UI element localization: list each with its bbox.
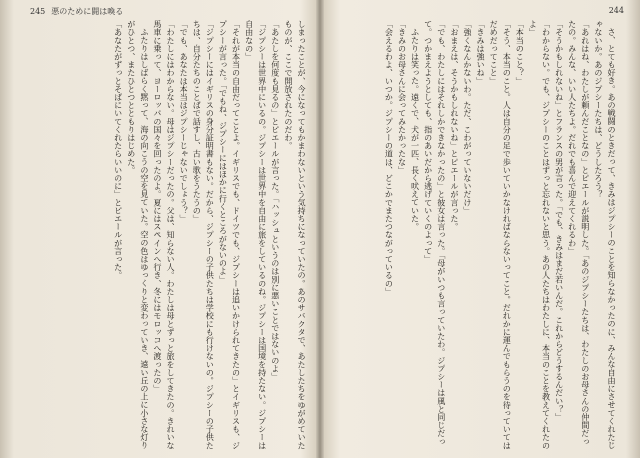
page-number: 244 — [608, 6, 624, 15]
paragraph: 「おまえは、そうかもしれないね」とピエールが言った。 — [449, 20, 460, 231]
paragraph: 「それが本当の自由だってことよ。イギリスでも、ドイツでも、ジプシーは追いかけられてきたの」とイギリスも、ジプシーが言った。「でもね、ジプシーにはほかに行くところがないのよ」 — [218, 20, 242, 450]
paragraph: しまったことが、今になってもかまわないという気持ちになっていたの。あのサバクタで、あたしたちをゆがめていたものが、ここで開放されたのだわ。 — [283, 20, 307, 450]
paragraph: ふたりはしばらく黙って、海の向こうの空を見ていた。空の色はゆっくりと変わっていき、遠い丘の上に小さな灯りがひとつ、またひとつとともりはじめた。 — [126, 20, 150, 450]
paragraph: 「きみのお母さんに会ってみたかったな」 — [397, 20, 408, 174]
paragraph: さ、とても好き。あの戦闘のときだって、きみはジプシーのことを知らなかったのに、みんな自由にさせてくれたじゃないか。あのジプシーたちは、どうしたろう？ — [593, 20, 617, 450]
paragraph: 「ジプシーは世界中にいるの。ジプシーは世界中を自由に旅をしているのね。ジプシーは国境を持たない。ジプシーは自由なの」 — [244, 20, 268, 450]
paragraph: 「でも、わたしにはそれしかできなかったの」と彼女は言った。「母がいつも言っていたわ。ジプシーは風と同じだって。つかまえようとしても、指のあいだから逃げていくのよって」 — [423, 20, 447, 446]
paragraph: 「あなたがずっとそばにいてくれたらいいのに」とピエールが言った。 — [113, 20, 124, 280]
paragraph: ふたりは笑った。遠くで、犬が一匹、長く吠えていた。 — [410, 28, 421, 231]
paragraph: 「会えるわよ、いつか。ジプシーの道は、どこかでまたつながっているの」 — [384, 20, 395, 296]
paragraph: 「そう、本当のこと。人は自分の足で歩いていかなければならないってこと。だれかに運んでもらうのを待っていてはだめだってこと」 — [489, 20, 513, 450]
paragraph: 「きみは強いね」 — [476, 20, 487, 85]
paragraph: 「わたしにはわからない。母はジプシーだったの。父は、知らない人。わたしは母とずっと旅をしてきたの。きれいな馬車に乗って、ヨーロッパの国々を回ったのよ。夏にはスペインへ行き、冬にはモロッコへ渡ったの」 — [152, 20, 177, 450]
paragraph: 「本当のこと？」 — [515, 20, 526, 85]
page-header — [30, 6, 123, 17]
paragraph: 「強くなんかないわ。ただ、こわがっていないだけ」 — [462, 20, 473, 215]
page-number: 245 — [30, 7, 46, 16]
body-text — [26, 20, 308, 452]
paragraph: 「でも、あなたは本当はジプシーじゃないでしょう？」 — [179, 20, 190, 223]
chapter-title: 悪のために闘は喚る — [51, 7, 124, 16]
right-page — [320, 0, 640, 458]
paragraph: 「わからない。でも、ジプシーのことはずっと忘れないと思う。あの人たちはわたしに、本当のことを教えてくれたのよ」 — [528, 20, 552, 450]
paragraph: 「あたしを何度も見るの」とピエールが言った。「ハッシュというのは別に悪いことではないのよ」 — [270, 20, 281, 381]
paragraph: 「ジプシーにはイギリスの身分証明書もない。だから、ジプシーの子供たちは学校にも行けないの。ジプシーの子供たちは、自分たちのことばで話すし、古い歌をうたうの」 — [192, 20, 216, 450]
paragraph: 「あれはね、わたしが頼んだことなの」とピエールが説明した。「あのジプシーたちは、わたしのお母さんの仲間だったの。みんな、いい人たちよ。だれでも喜んで迎えてくれるわ」 — [567, 20, 591, 446]
body-text — [336, 20, 618, 452]
page-header — [609, 6, 624, 15]
paragraph: 「そうかもしれないね」とフランスの男が言った。「でも、きみはまだ若いんだ。これからどうするんだい？」 — [554, 20, 565, 421]
